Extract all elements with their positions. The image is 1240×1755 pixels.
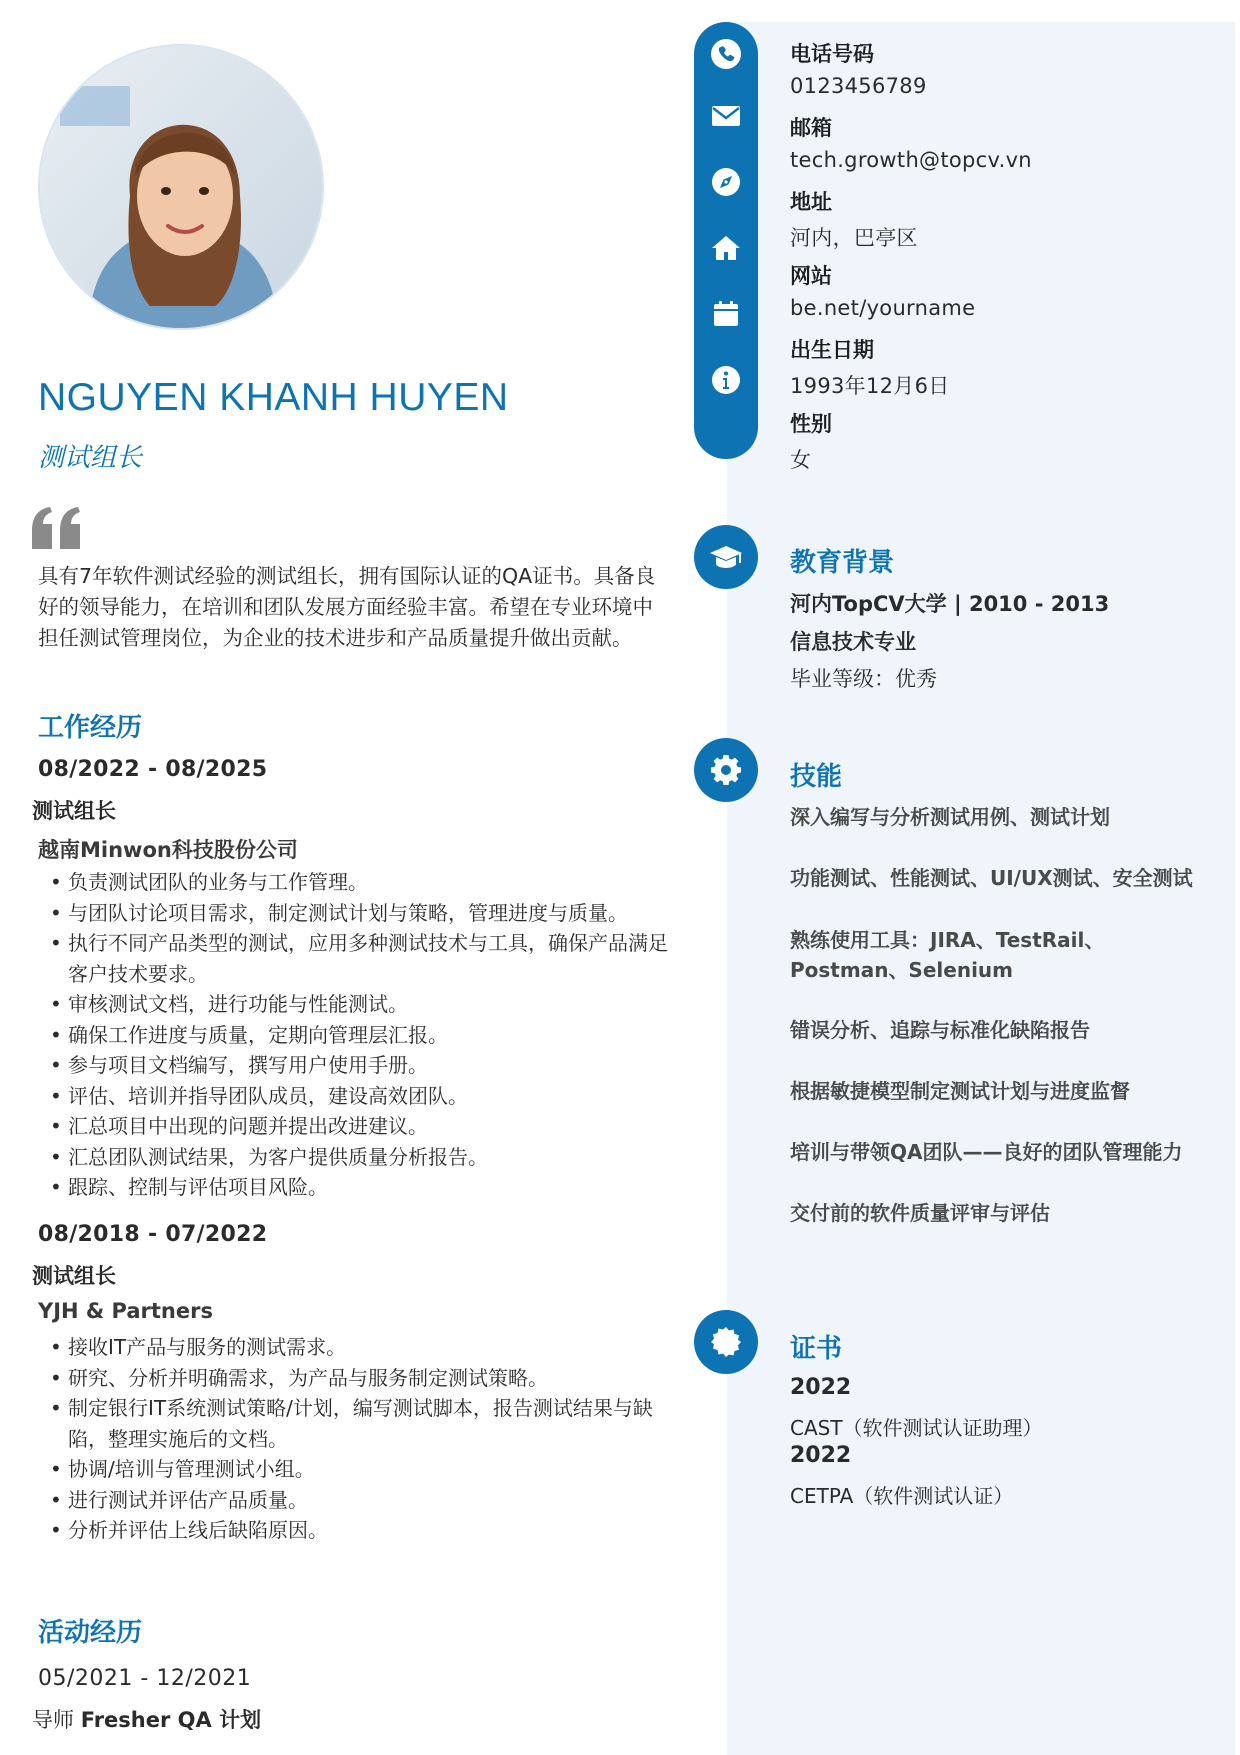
gender-value: 女 xyxy=(790,448,812,472)
compass-icon xyxy=(708,164,744,200)
gear-icon xyxy=(694,738,758,802)
email-label: 邮箱 xyxy=(790,116,832,140)
website-label: 网站 xyxy=(790,264,832,288)
phone-label: 电话号码 xyxy=(790,42,874,66)
list-item: • 执行不同产品类型的测试，应用多种测试技术与工具，确保产品满足客户技术要求。 xyxy=(50,928,670,989)
list-item: • 接收IT产品与服务的测试需求。 xyxy=(50,1332,670,1363)
education-major: 信息技术专业 xyxy=(790,630,916,654)
birthdate-label: 出生日期 xyxy=(790,338,874,362)
list-item: • 评估、培训并指导团队成员，建设高效团队。 xyxy=(50,1081,670,1112)
experience-title: 工作经历 xyxy=(38,713,143,743)
list-item: • 与团队讨论项目需求，制定测试计划与策略，管理进度与质量。 xyxy=(50,898,670,929)
activity-role-name: Fresher QA 计划 xyxy=(80,1708,262,1732)
info-icon xyxy=(708,362,744,398)
website-value: be.net/yourname xyxy=(790,296,976,320)
activity-role-prefix: 导师 xyxy=(32,1708,74,1732)
gender-label: 性别 xyxy=(790,412,832,436)
list-item: • 制定银行IT系统测试策略/计划，编写测试脚本，报告测试结果与缺陷，整理实施后的文档。 xyxy=(50,1393,670,1454)
list-item: • 跟踪、控制与评估项目风险。 xyxy=(50,1172,670,1203)
activities-title: 活动经历 xyxy=(38,1618,143,1648)
list-item: • 确保工作进度与质量，定期向管理层汇报。 xyxy=(50,1020,670,1051)
education-school: 河内TopCV大学 | 2010 - 2013 xyxy=(790,592,1110,616)
phone-value: 0123456789 xyxy=(790,74,927,98)
graduation-cap-icon xyxy=(694,525,758,589)
list-item: • 审核测试文档，进行功能与性能测试。 xyxy=(50,989,670,1020)
activity-period: 05/2021 - 12/2021 xyxy=(38,1666,252,1691)
birthdate-value: 1993年12月6日 xyxy=(790,374,950,398)
job-period: 08/2018 - 07/2022 xyxy=(38,1222,268,1247)
certificate-name: CAST（软件测试认证助理） xyxy=(790,1416,1043,1440)
profile-summary: 具有7年软件测试经验的测试组长，拥有国际认证的QA证书。具备良好的领导能力，在培训和团队发展方面经验丰富。希望在专业环境中担任测试管理岗位，为企业的技术进步和产品质量提升做出贡献。 xyxy=(38,564,656,650)
skill-item: 功能测试、性能测试、UI/UX测试、安全测试 xyxy=(790,866,1193,890)
list-item: • 负责测试团队的业务与工作管理。 xyxy=(50,867,670,898)
skill-item: 交付前的软件质量评审与评估 xyxy=(790,1201,1050,1225)
list-item: • 研究、分析并明确需求，为产品与服务制定测试策略。 xyxy=(50,1363,670,1394)
certificates-title: 证书 xyxy=(790,1334,843,1364)
list-item: • 分析并评估上线后缺陷原因。 xyxy=(50,1515,670,1546)
address-label: 地址 xyxy=(790,190,832,214)
job-title: 测试组长 xyxy=(38,443,143,473)
skill-item: 根据敏捷模型制定测试计划与进度监督 xyxy=(790,1079,1130,1103)
list-item: • 汇总项目中出现的问题并提出改进建议。 xyxy=(50,1111,670,1142)
home-icon xyxy=(708,230,744,266)
list-item: • 参与项目文档编写，撰写用户使用手册。 xyxy=(50,1050,670,1081)
job-role: 测试组长 xyxy=(32,1264,116,1288)
badge-icon xyxy=(694,1310,758,1374)
certificate-name: CETPA（软件测试认证） xyxy=(790,1484,1014,1508)
skill-item: 深入编写与分析测试用例、测试计划 xyxy=(790,805,1110,829)
skill-item: 错误分析、追踪与标准化缺陷报告 xyxy=(790,1018,1090,1042)
education-title: 教育背景 xyxy=(790,548,895,578)
calendar-icon xyxy=(708,296,744,332)
list-item: • 汇总团队测试结果，为客户提供质量分析报告。 xyxy=(50,1142,670,1173)
phone-icon xyxy=(708,36,744,72)
list-item: • 进行测试并评估产品质量。 xyxy=(50,1485,670,1516)
job-period: 08/2022 - 08/2025 xyxy=(38,757,268,782)
skill-item: 培训与带领QA团队——良好的团队管理能力 xyxy=(790,1140,1183,1164)
skill-item: 熟练使用工具：JIRA、TestRail、Postman、Selenium xyxy=(790,928,1105,982)
skills-title: 技能 xyxy=(790,762,843,792)
job-duties-list xyxy=(50,1332,670,1546)
quote-icon xyxy=(30,505,84,551)
activity-role xyxy=(32,1704,261,1734)
job-company: YJH & Partners xyxy=(38,1299,213,1323)
profile-photo xyxy=(38,44,324,330)
mail-icon xyxy=(708,98,744,134)
certificate-year: 2022 xyxy=(790,1375,852,1400)
job-duties-list xyxy=(50,867,670,1203)
list-item: • 协调/培训与管理测试小组。 xyxy=(50,1454,670,1485)
email-value: tech.growth@topcv.vn xyxy=(790,148,1032,172)
full-name: NGUYEN KHANH HUYEN xyxy=(38,376,509,419)
job-role: 测试组长 xyxy=(32,799,116,823)
certificate-year: 2022 xyxy=(790,1443,852,1468)
job-company: 越南Minwon科技股份公司 xyxy=(38,838,298,862)
education-grade: 毕业等级：优秀 xyxy=(790,667,937,691)
address-value: 河内，巴亭区 xyxy=(790,226,918,250)
